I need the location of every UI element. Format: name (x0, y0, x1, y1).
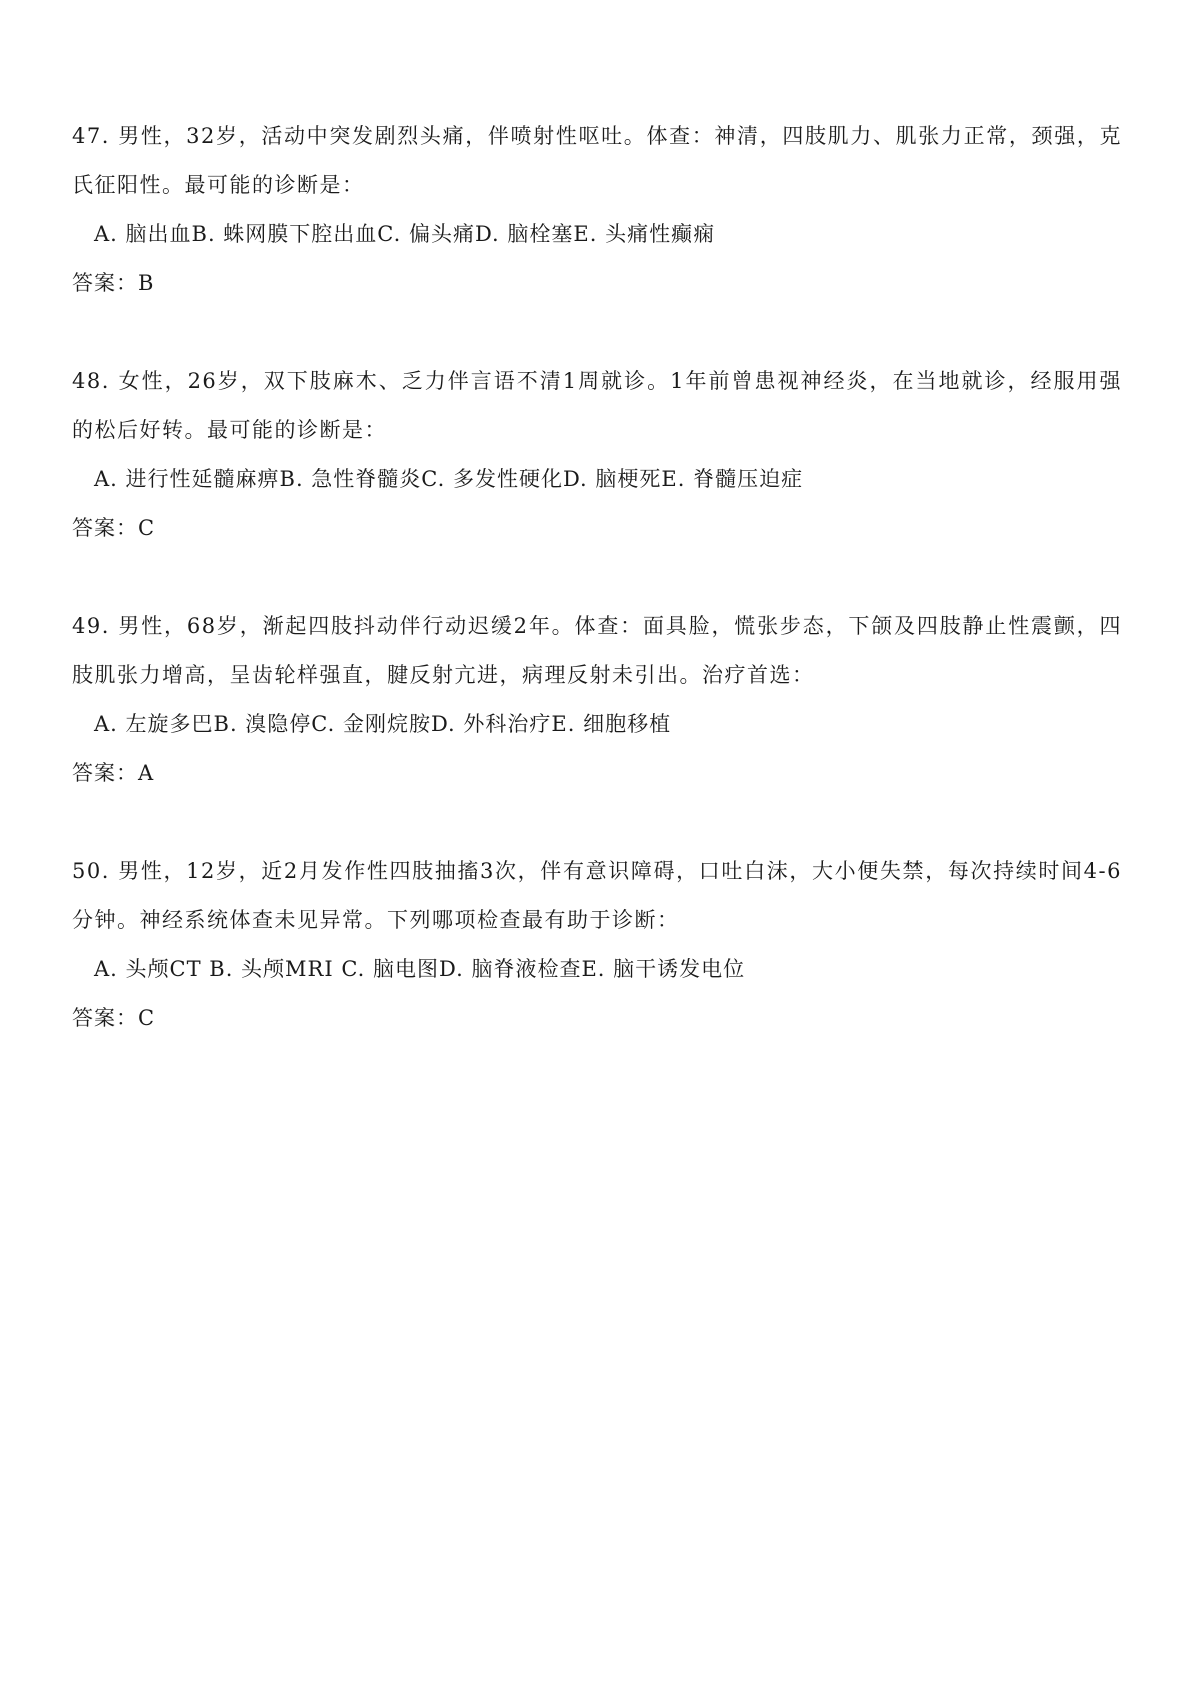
question-answer: 答案：B (72, 271, 155, 295)
question-stem: 48. 女性，26岁，双下肢麻木、乏力伴言语不清1周就诊。1年前曾患视神经炎，在当地就诊，经服用强的松后好转。最可能的诊断是： (72, 369, 1122, 442)
question-answer: 答案：C (72, 516, 156, 540)
question-49 (72, 602, 1122, 798)
exam-page (72, 112, 1122, 1092)
question-answer: 答案：A (72, 761, 155, 785)
question-stem: 50. 男性，12岁，近2月发作性四肢抽搐3次，伴有意识障碍，口吐白沫，大小便失禁，每次持续时间4-6分钟。神经系统体查未见异常。下列哪项检查最有助于诊断： (72, 859, 1122, 932)
question-options: A. 头颅CT B. 头颅MRI C. 脑电图D. 脑脊液检查E. 脑干诱发电位 (94, 957, 746, 981)
question-stem: 47. 男性，32岁，活动中突发剧烈头痛，伴喷射性呕吐。体查：神清，四肢肌力、肌张力正常，颈强，克氏征阳性。最可能的诊断是： (72, 124, 1122, 197)
question-48 (72, 357, 1122, 553)
question-50 (72, 847, 1122, 1043)
question-options: A. 进行性延髓麻痹B. 急性脊髓炎C. 多发性硬化D. 脑梗死E. 脊髓压迫症 (94, 467, 804, 491)
question-answer: 答案：C (72, 1006, 156, 1030)
question-options: A. 左旋多巴B. 溴隐停C. 金刚烷胺D. 外科治疗E. 细胞移植 (94, 712, 672, 736)
question-options: A. 脑出血B. 蛛网膜下腔出血C. 偏头痛D. 脑栓塞E. 头痛性癫痫 (94, 222, 716, 246)
question-47 (72, 112, 1122, 308)
question-stem: 49. 男性，68岁，渐起四肢抖动伴行动迟缓2年。体查：面具脸，慌张步态，下颌及四肢静止性震颤，四肢肌张力增高，呈齿轮样强直，腱反射亢进，病理反射未引出。治疗首选： (72, 614, 1122, 687)
